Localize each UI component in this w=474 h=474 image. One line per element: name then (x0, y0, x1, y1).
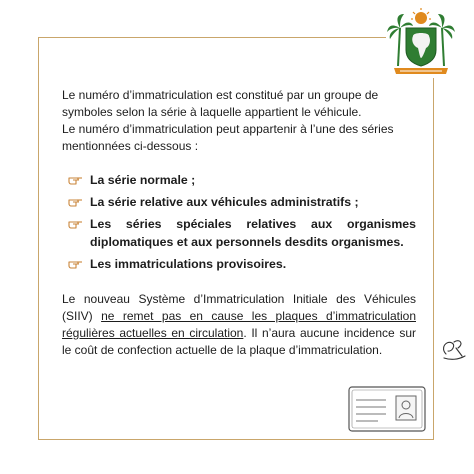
list-item (62, 255, 416, 273)
series-label: La série relative aux véhicules administratifs ; (90, 195, 359, 209)
list-item (62, 193, 416, 211)
series-list (62, 171, 416, 273)
series-label: La série normale ; (90, 173, 196, 187)
id-card-icon (346, 384, 428, 434)
closing-text-end: . Il n’aura aucune incidence sur le coût de confection actuelle de la plaque d’immatriculation. (62, 326, 416, 357)
series-label: Les immatriculations provisoires. (90, 257, 287, 271)
coat-of-arms-icon (386, 6, 456, 78)
list-item (62, 171, 416, 189)
closing-text-start: Le nouveau Système d’Immatriculation Initiale des Véhicules (SIIV) (62, 292, 416, 323)
intro-paragraph-2: Le numéro d’immatriculation peut appartenir à l’une des séries mentionnées ci-dessous : (62, 122, 394, 153)
pointing-hand-icon (68, 196, 84, 208)
signature-mark (438, 334, 468, 364)
closing-paragraph (62, 291, 416, 359)
pointing-hand-icon (68, 174, 84, 186)
series-label: Les séries spéciales relatives aux organismes diplomatiques et aux personnels desdits organismes. (90, 217, 416, 249)
pointing-hand-icon (68, 258, 84, 270)
closing-underlined-text: ne remet pas en cause les plaques d’immatriculation régulières actuelles en circulation (62, 309, 416, 340)
pointing-hand-icon (68, 218, 84, 230)
list-item (62, 215, 416, 251)
main-content (62, 87, 416, 359)
intro-paragraph-1: Le numéro d’immatriculation est constitué par un groupe de symboles selon la série à laquelle appartient le véhicule. (62, 88, 379, 119)
